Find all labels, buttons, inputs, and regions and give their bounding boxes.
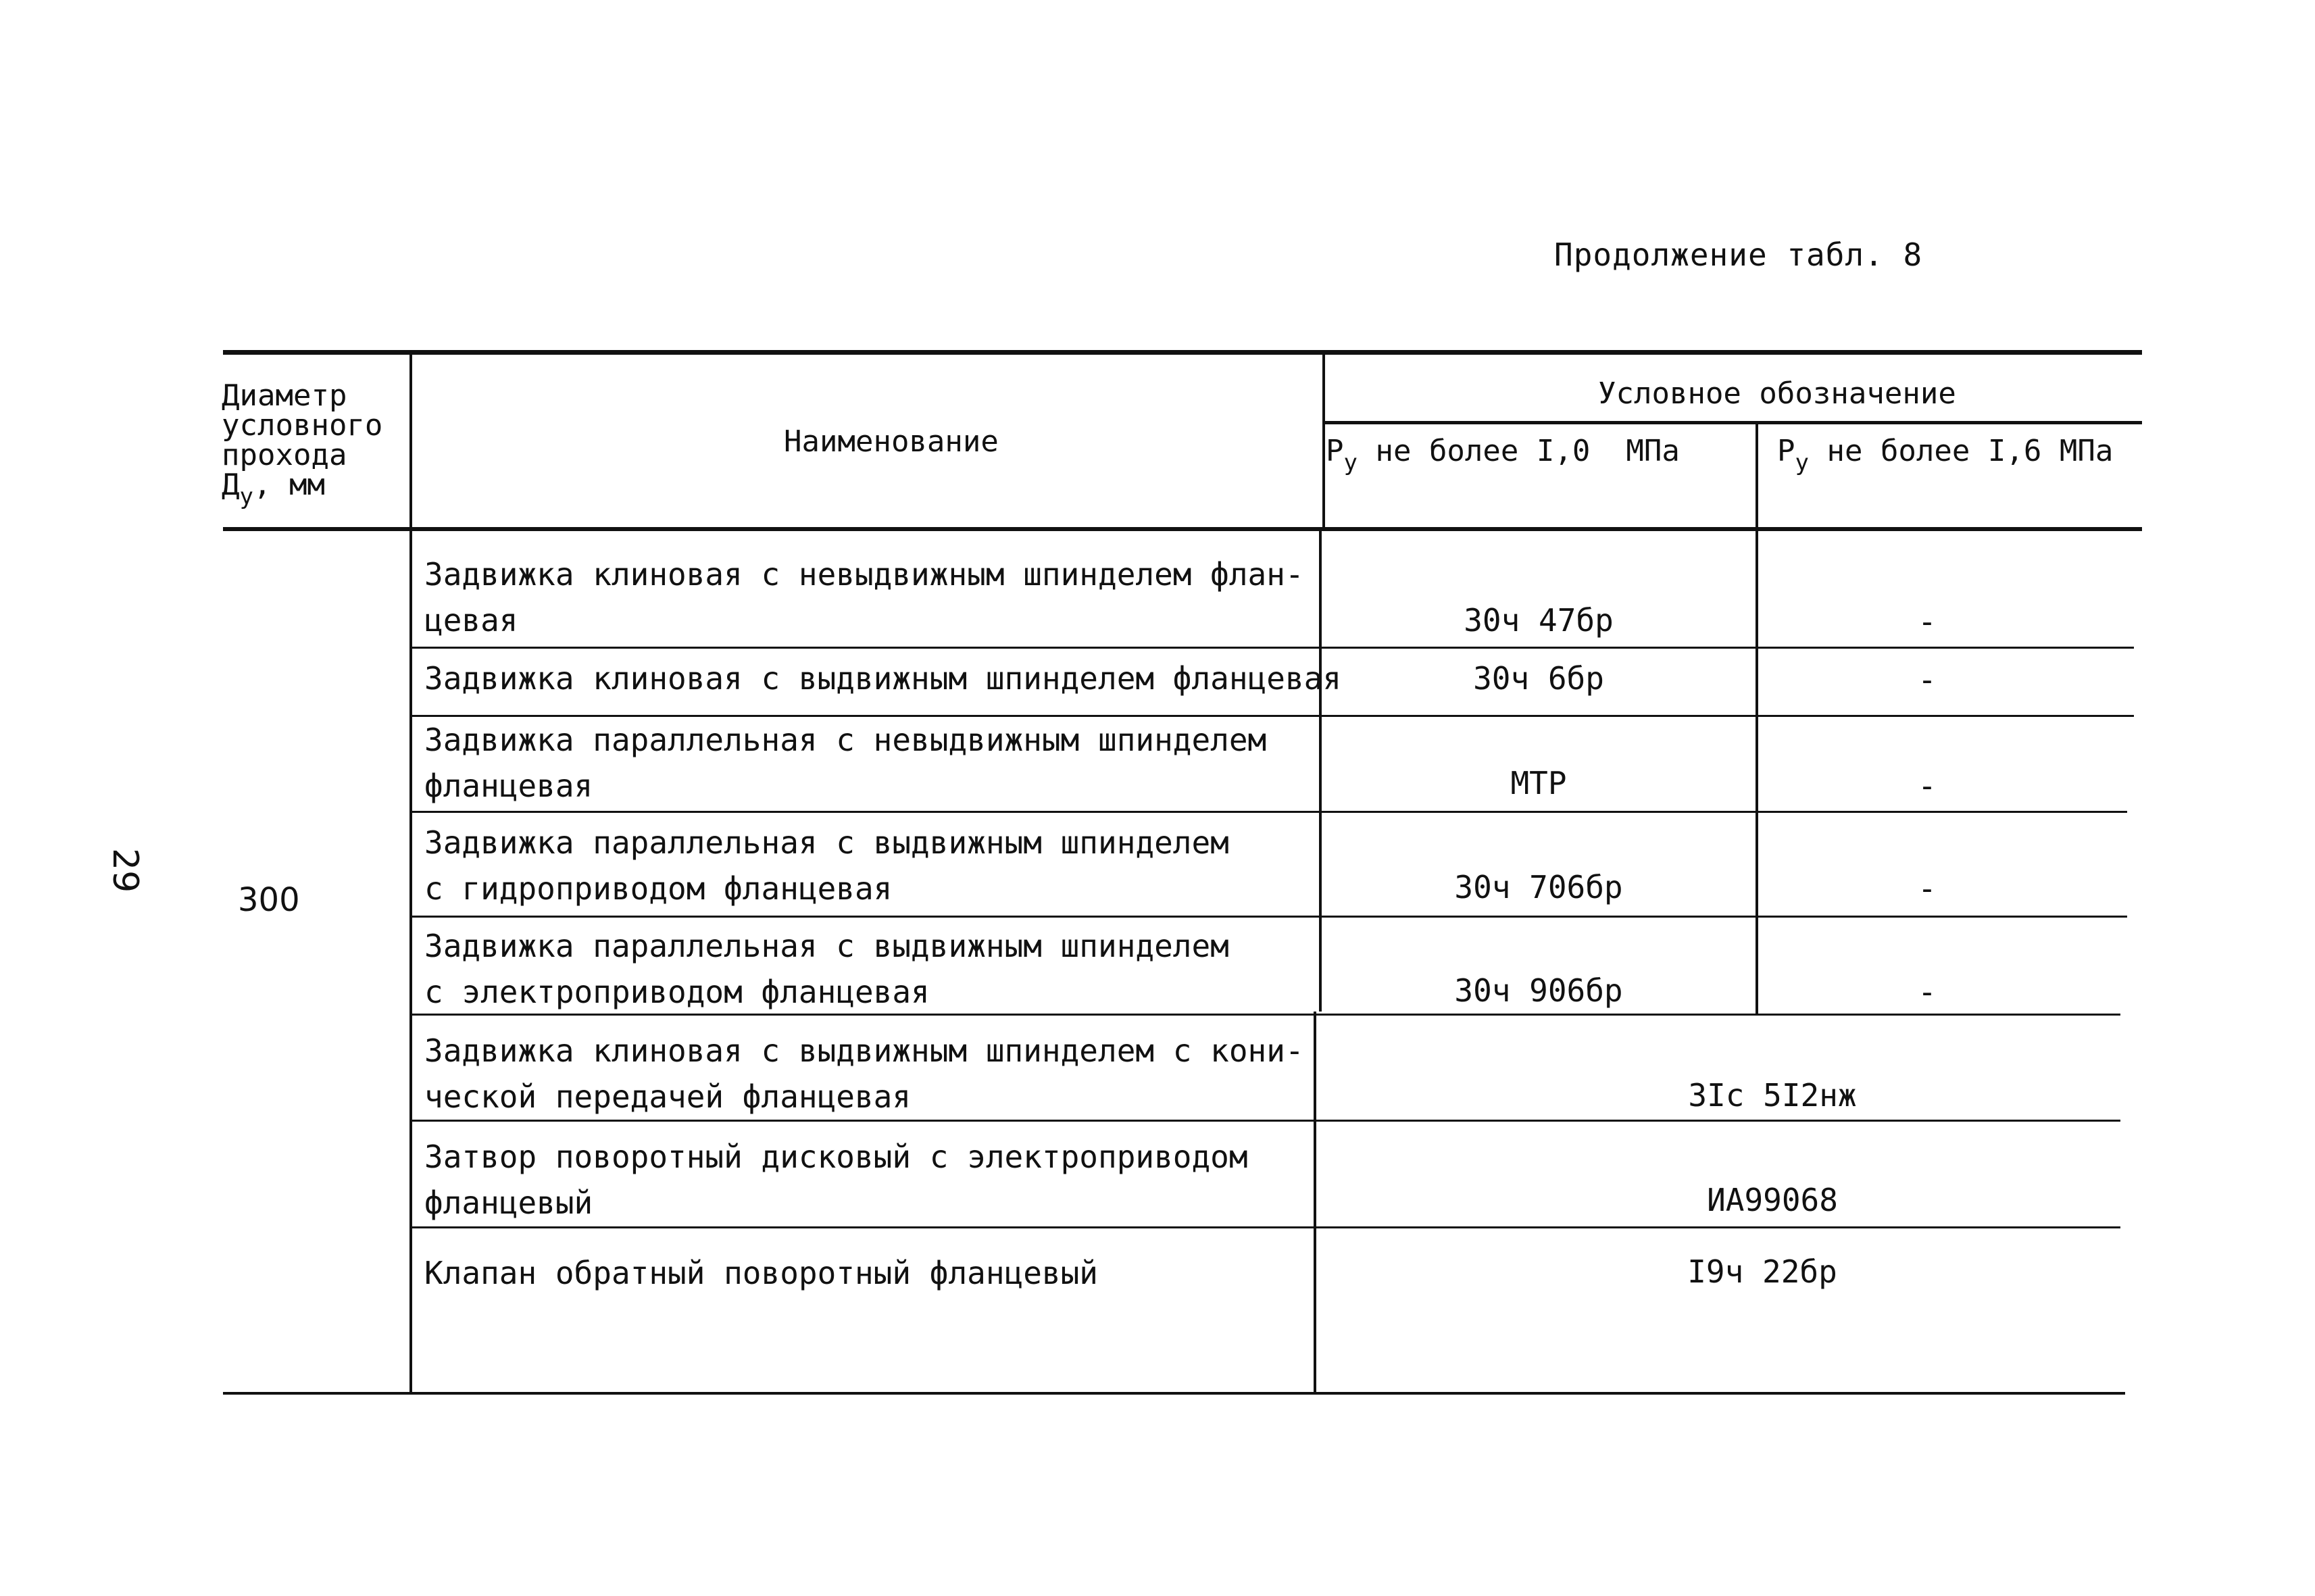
page-number: 29 <box>105 848 145 893</box>
row-designation-p2: - <box>1918 662 1937 698</box>
row-name-line: фланцевый <box>424 1184 593 1221</box>
header-pressure-2: $P_у$ не более I,6 МПа <box>1777 434 2114 476</box>
row-separator <box>411 1226 2120 1228</box>
row-name-line: с электроприводом фланцевая <box>424 974 930 1010</box>
header-bottom-rule <box>223 527 2142 531</box>
row-name-line: Клапан обратный поворотный фланцевый <box>424 1255 1098 1291</box>
row-designation-p1: 30ч 47бр <box>1464 602 1614 639</box>
row-designation-p1: 30ч 906бр <box>1454 972 1623 1009</box>
header-name: Наименование <box>784 424 999 459</box>
header-split-rule <box>1324 421 2142 424</box>
row-designation-merged: ИА99068 <box>1707 1182 1838 1218</box>
header-diameter-line: Диаметр <box>222 378 347 413</box>
row-designation-merged: 3Iс 5I2нж <box>1688 1077 1857 1114</box>
header-diameter-line: условного <box>222 408 383 443</box>
row-separator <box>411 811 2127 813</box>
row-designation-p2: - <box>1918 603 1937 640</box>
row-name-line: Задвижка параллельная с выдвижным шпинделем <box>424 824 1229 861</box>
row-name-line: Задвижка клиновая с невыдвижным шпинделем флан- <box>424 556 1304 593</box>
row-designation-p2: - <box>1918 974 1937 1010</box>
table-top-rule <box>223 350 2142 355</box>
row-name-line: с гидроприводом фланцевая <box>424 870 893 907</box>
row-designation-p1: 30ч 706бр <box>1454 869 1623 905</box>
table-caption: Продолжение табл. 8 <box>1554 236 1923 273</box>
header-diameter-unit: $Д_у$, мм <box>222 468 325 510</box>
row-name-line: цевая <box>424 602 518 639</box>
row-name-line: Задвижка клиновая с выдвижным шпинделем фланцевая <box>424 660 1342 697</box>
column-divider-name-header <box>1322 350 1325 531</box>
column-divider-pressure <box>1756 421 1758 1016</box>
row-name-line: Затвор поворотный дисковый с электроприводом <box>424 1139 1248 1175</box>
row-designation-merged: I9ч 22бр <box>1687 1253 1837 1290</box>
header-designation: Условное обозначение <box>1598 376 1956 411</box>
table-bottom-rule <box>223 1392 2125 1395</box>
row-name-line: Задвижка параллельная с выдвижным шпинделем <box>424 928 1229 964</box>
row-separator <box>411 1120 2120 1122</box>
row-designation-p1: 30ч 6бр <box>1473 660 1604 697</box>
row-name-line: ческой передачей фланцевая <box>424 1078 912 1115</box>
row-designation-p2: - <box>1918 870 1937 907</box>
row-name-line: Задвижка параллельная с невыдвижным шпинделем <box>424 722 1267 758</box>
header-diameter-line: прохода <box>222 438 347 472</box>
row-designation-p2: - <box>1918 768 1937 804</box>
row-separator <box>411 916 2127 918</box>
header-pressure-1: $P_у$ не более I,0 МПа <box>1326 434 1680 476</box>
row-name-line: фланцевая <box>424 768 593 804</box>
row-separator <box>411 647 2134 649</box>
column-divider-diameter <box>409 350 412 1395</box>
diameter-value: 300 <box>238 881 300 919</box>
row-name-line: Задвижка клиновая с выдвижным шпинделем с кони- <box>424 1032 1304 1069</box>
row-designation-p1: МТР <box>1510 765 1567 801</box>
